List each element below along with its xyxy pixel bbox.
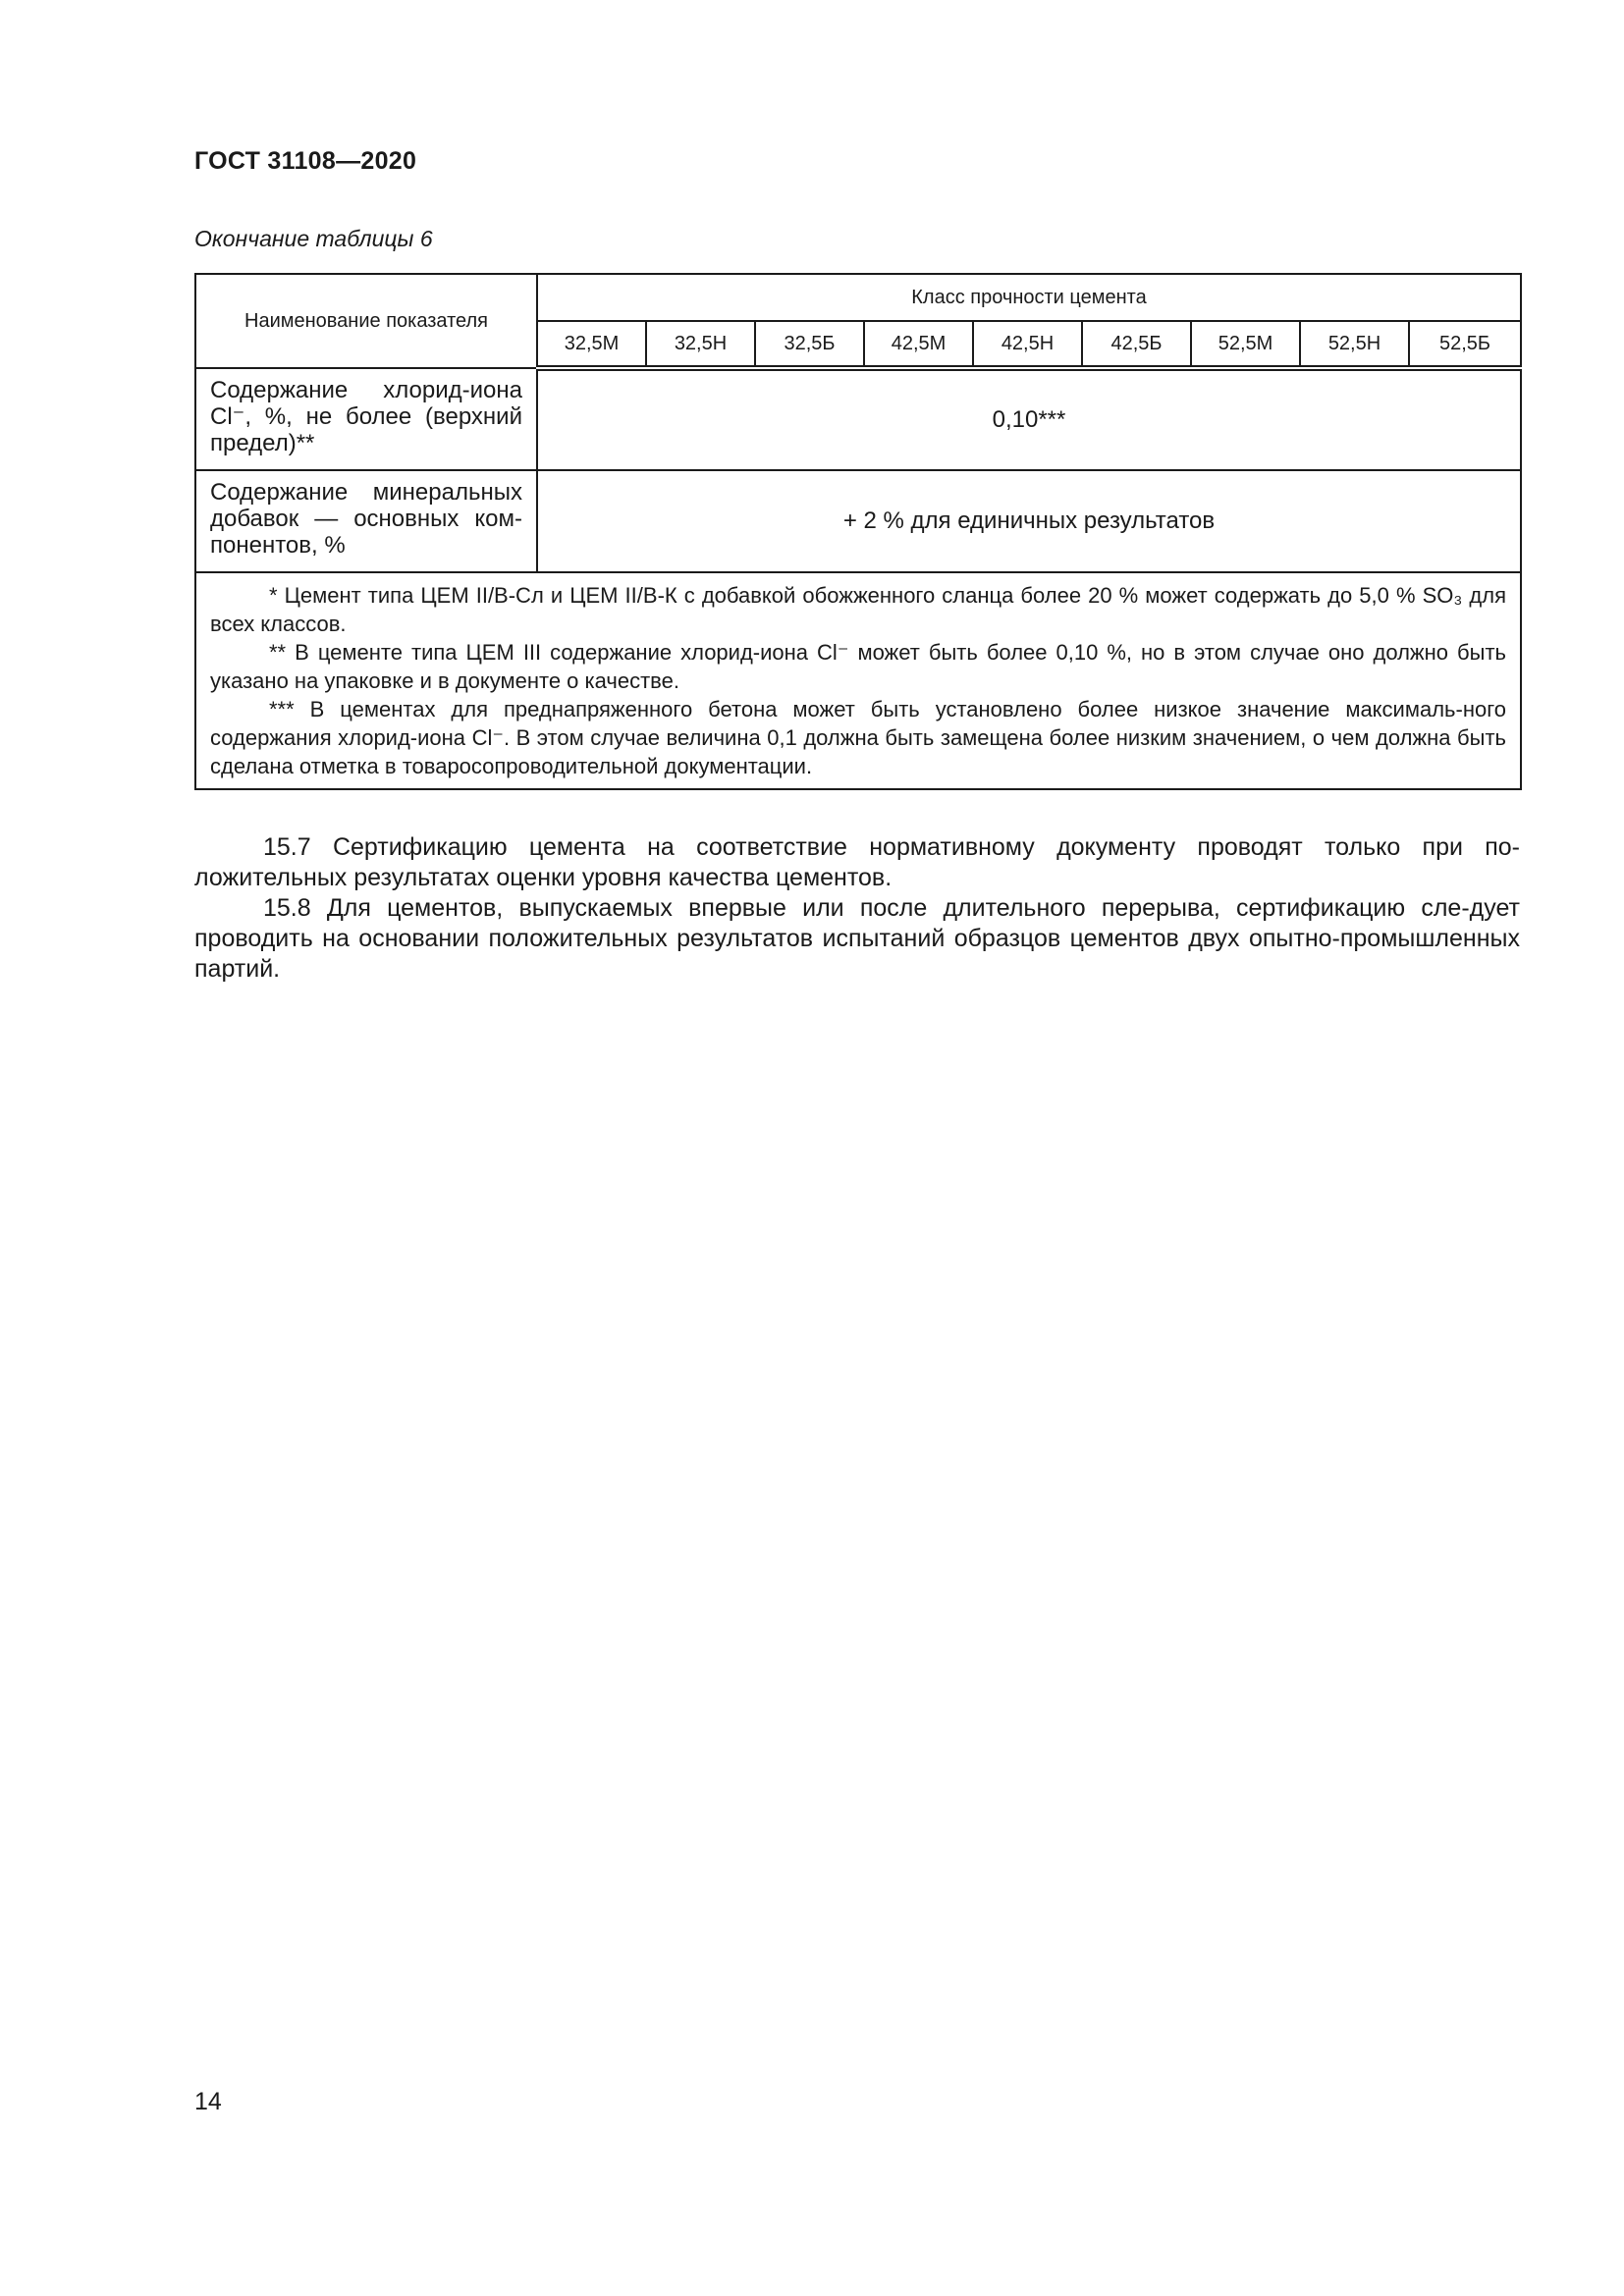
paragraph-15-8: 15.8 Для цементов, выпускаемых впервые или после длительного перерыва, сертификацию сле-дует проводить на основании положительных результатов испытаний образцов цементов двух опытно-промышленных партий.	[194, 894, 1520, 983]
header-indicator-name: Наименование показателя	[195, 274, 537, 368]
header-class-cell: 52,5М	[1191, 321, 1300, 368]
row-label-chloride: Содержание хлорид-иона Cl⁻, %, не более (верхний предел)**	[195, 368, 537, 470]
table-row	[195, 470, 1521, 572]
header-class-cell: 42,5М	[864, 321, 973, 368]
cement-strength-table	[194, 273, 1522, 790]
table-notes-row	[195, 572, 1521, 789]
table-note: *** В цементах для преднапряженного бетона может быть установлено более низкое значение максималь-ного содержания хлорид-иона Cl⁻. В этом случае величина 0,1 должна быть замещена более низким значением, о чем должна быть сделана отметка в товаросопроводительной документации.	[210, 697, 1506, 778]
table-caption: Окончание таблицы 6	[194, 226, 433, 251]
document-code: ГОСТ 31108—2020	[194, 147, 417, 175]
paragraph-15-7: 15.7 Сертификацию цемента на соответствие нормативному документу проводят только при по-ложительных результатах оценки уровня качества цементов.	[194, 833, 1520, 891]
header-class-cell: 32,5Н	[646, 321, 755, 368]
header-class-cell: 32,5М	[537, 321, 646, 368]
table-notes	[195, 572, 1521, 789]
row-value-chloride: 0,10***	[537, 368, 1521, 470]
header-class-cell: 32,5Б	[755, 321, 864, 368]
row-label-mineral-additives: Содержание минеральных добавок — основных ком-понентов, %	[195, 470, 537, 572]
header-class-cell: 52,5Б	[1409, 321, 1521, 368]
table-note: ** В цементе типа ЦЕМ III содержание хлорид-иона Cl⁻ может быть более 0,10 %, но в этом случае оно должно быть указано на упаковке и в документе о качестве.	[210, 640, 1506, 693]
table-row	[195, 368, 1521, 470]
table-note: * Цемент типа ЦЕМ II/В-Сл и ЦЕМ II/В-К с добавкой обожженного сланца более 20 % может содержать до 5,0 % SO₃ для всех классов.	[210, 583, 1506, 636]
header-strength-class-group: Класс прочности цемента	[537, 274, 1521, 321]
header-class-cell: 52,5Н	[1300, 321, 1409, 368]
body-text	[194, 832, 1520, 985]
row-value-mineral-additives: + 2 % для единичных результатов	[537, 470, 1521, 572]
header-class-cell: 42,5Б	[1082, 321, 1191, 368]
header-class-cell: 42,5Н	[973, 321, 1082, 368]
page-number: 14	[194, 2088, 222, 2115]
